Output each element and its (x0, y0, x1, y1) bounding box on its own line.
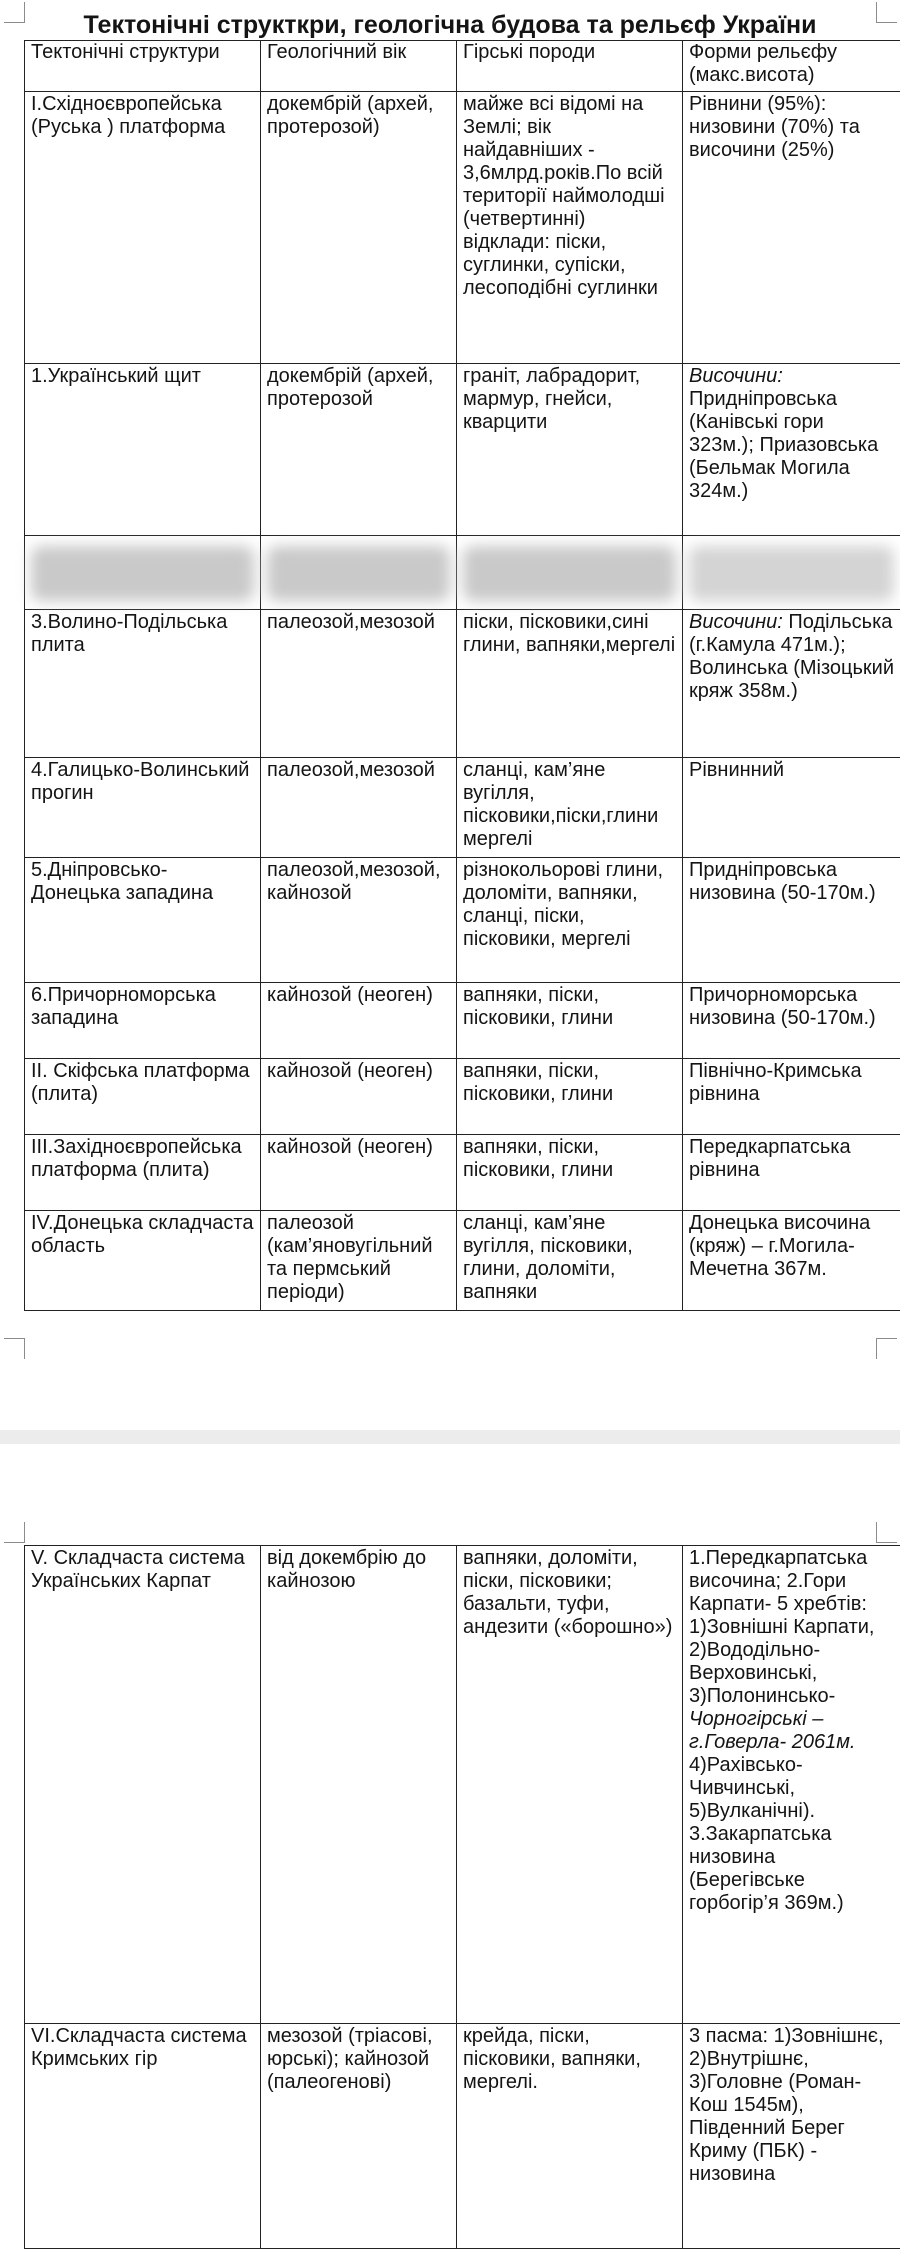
cell-age: палеозой,мезозой, кайнозой (261, 858, 457, 983)
cell-structure: 4.Галицько-Волинський прогин (25, 758, 261, 858)
relief-italic-text: Чорногірські –г.Говерла- 2061м. (689, 1708, 856, 1753)
cell-age: палеозой,мезозой (261, 610, 457, 758)
redacted-cell (261, 536, 457, 610)
cell-relief (683, 92, 900, 364)
table-row (25, 983, 900, 1059)
cell-rocks: вапняки, доломіти, піски, пісковики; базальти, туфи, андезити («борошно») (457, 1546, 683, 2024)
cell-structure: 1.Український щит (25, 364, 261, 536)
table-row (25, 858, 900, 983)
relief-text: 1.Передкарпатська височина; 2.Гори Карпати- 5 хребтів: 1)Зовнішні Карпати, 2)Вододільно-Верховинські, 3)Полонинсько- (689, 1547, 875, 1707)
relief-text: Придніпровська (Канівські гори 323м.); Приазовська (Бельмак Могила 324м.) (689, 388, 879, 502)
redaction-blur (463, 546, 676, 601)
redaction-blur (267, 546, 450, 601)
redacted-row (25, 536, 900, 610)
cell-relief (683, 1546, 900, 2024)
cell-structure: ІІІ.Західноєвропейська платформа (плита) (25, 1135, 261, 1211)
cell-structure: 5.Дніпровсько-Донецька западина (25, 858, 261, 983)
redaction-blur (689, 546, 894, 601)
cell-relief (683, 983, 900, 1059)
table-row (25, 92, 900, 364)
header-structures: Тектонічні структури (25, 41, 261, 92)
relief-text: Причорноморська низовина (50-170м.) (689, 984, 876, 1029)
cell-age: кайнозой (неоген) (261, 1059, 457, 1135)
cell-relief (683, 1211, 900, 1311)
cell-rocks: піски, пісковики,сині глини, вапняки,мергелі (457, 610, 683, 758)
cell-relief (683, 364, 900, 536)
page-corner-mark (876, 1338, 897, 1359)
cell-rocks: різнокольорові глини, доломіти, вапняки, сланці, піски, пісковики, мергелі (457, 858, 683, 983)
relief-lead: Височини: (689, 365, 783, 387)
table-row (25, 1211, 900, 1311)
table-row (25, 1135, 900, 1211)
cell-rocks: майже всі відомі на Землі; вік найдавніших - 3,6млрд.років.По всій території наймолодші (четвертинні) відклади: піски, суглинки, супіски, лесоподібні суглинки (457, 92, 683, 364)
redaction-blur (31, 546, 254, 601)
table-header-row (25, 41, 900, 92)
relief-text: 4)Рахівсько-Чивчинські, 5)Вулканічні). 3.Закарпатська низовина (Берегівське горбогір’я 369м.) (689, 1754, 844, 1914)
table-row (25, 758, 900, 858)
table-row (25, 610, 900, 758)
page-separator (0, 1430, 900, 1444)
relief-text: Північно-Кримська рівнина (689, 1060, 862, 1105)
relief-text: Рівнини (95%): низовини (70%) та височини (25%) (689, 93, 860, 161)
cell-age: докембрій (архей, протерозой (261, 364, 457, 536)
redacted-cell (25, 536, 261, 610)
relief-text: Подільська (г.Камула 471м.); Волинська (Мізоцький кряж 358м.) (689, 611, 894, 702)
relief-text: Рівнинний (689, 759, 785, 781)
cell-relief (683, 1059, 900, 1135)
cell-relief (683, 758, 900, 858)
cell-age: від докембрію до кайнозою (261, 1546, 457, 2024)
header-age: Геологічний вік (261, 41, 457, 92)
cell-rocks: сланці, кам’яне вугілля, пісковики, глини, доломіти, вапняки (457, 1211, 683, 1311)
cell-rocks: вапняки, піски, пісковики, глини (457, 1059, 683, 1135)
page-corner-mark (876, 1522, 897, 1543)
cell-relief (683, 858, 900, 983)
cell-structure: І.Східноєвропейська (Руська ) платформа (25, 92, 261, 364)
header-rocks: Гірські породи (457, 41, 683, 92)
redacted-cell (683, 536, 900, 610)
cell-age: мезозой (тріасові, юрські); кайнозой (палеогенові) (261, 2024, 457, 2249)
relief-text: Передкарпатська рівнина (689, 1136, 851, 1181)
cell-relief (683, 1135, 900, 1211)
cell-rocks: граніт, лабрадорит, мармур, гнейси, кварцити (457, 364, 683, 536)
cell-structure: 6.Причорноморська западина (25, 983, 261, 1059)
cell-age: палеозой (кам’яновугільний та пермський періоди) (261, 1211, 457, 1311)
relief-text: 3 пасма: 1)Зовнішнє, 2)Внутрішнє, 3)Головне (Роман-Кош 1545м), Південний Берег Криму (ПБК) - низовина (689, 2025, 884, 2185)
geology-table-page-1 (24, 40, 900, 1311)
document-title: Тектонічні структкри, геологічна будова та рельєф України (83, 11, 817, 39)
cell-structure: V. Складчаста система Українських Карпат (25, 1546, 261, 2024)
table-row (25, 1546, 900, 2024)
cell-rocks: вапняки, піски, пісковики, глини (457, 983, 683, 1059)
cell-age: палеозой,мезозой (261, 758, 457, 858)
cell-structure: 3.Волино-Подільська плита (25, 610, 261, 758)
cell-structure: VІ.Складчаста система Кримських гір (25, 2024, 261, 2249)
table-row (25, 1059, 900, 1135)
relief-text: Донецька височина (кряж) – г.Могила-Мечетна 367м. (689, 1212, 871, 1280)
cell-age: докембрій (архей, протерозой) (261, 92, 457, 364)
cell-structure: ІІ. Скіфська платформа (плита) (25, 1059, 261, 1135)
page-corner-mark (4, 1522, 25, 1543)
cell-relief (683, 2024, 900, 2249)
table-row (25, 364, 900, 536)
page-corner-mark (4, 1338, 25, 1359)
header-relief: Форми рельєфу (макс.висота) (683, 41, 900, 92)
cell-rocks: крейда, піски, пісковики, вапняки, мергелі. (457, 2024, 683, 2249)
geology-table-page-2 (24, 1545, 900, 2249)
cell-age: кайнозой (неоген) (261, 1135, 457, 1211)
cell-relief (683, 610, 900, 758)
cell-age: кайнозой (неоген) (261, 983, 457, 1059)
cell-structure: ІV.Донецька складчаста область (25, 1211, 261, 1311)
cell-rocks: сланці, кам’яне вугілля, пісковики,піски,глини мергелі (457, 758, 683, 858)
table-row (25, 2024, 900, 2249)
relief-text: Придніпровська низовина (50-170м.) (689, 859, 876, 904)
redacted-cell (457, 536, 683, 610)
relief-lead: Височини: (689, 611, 783, 633)
cell-rocks: вапняки, піски, пісковики, глини (457, 1135, 683, 1211)
